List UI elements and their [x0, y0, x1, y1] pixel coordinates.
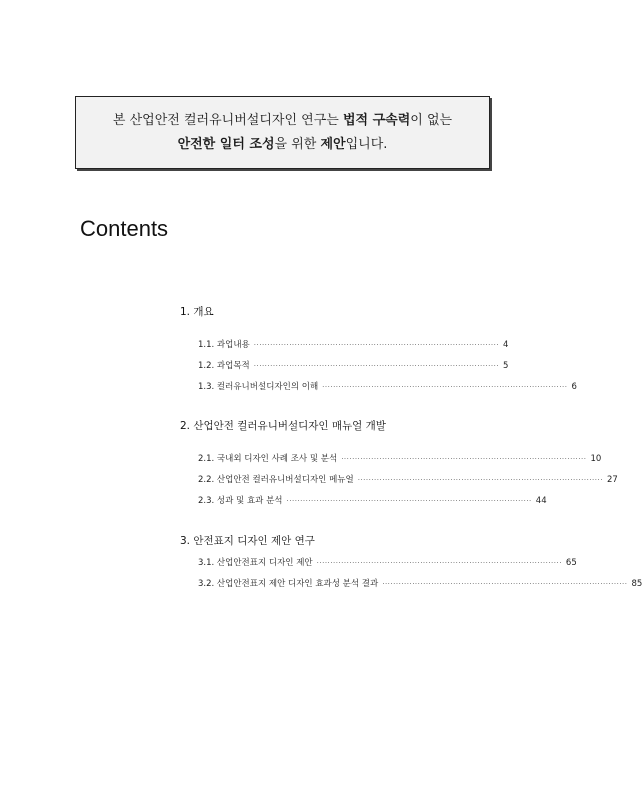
- toc-entry[interactable]: [180, 356, 509, 377]
- toc-entry-page: 5: [503, 361, 509, 371]
- disclaimer-line-2: [178, 133, 388, 157]
- toc-entries: [180, 335, 577, 398]
- dot-leader: ··························································································: [253, 341, 500, 349]
- contents-heading: Contents: [80, 216, 169, 241]
- toc-section-title: 3. 안전표지 디자인 제안 연구: [180, 535, 315, 547]
- toc-entry-page: 4: [503, 340, 509, 350]
- disclaimer-segment: 이 없는: [410, 112, 453, 128]
- toc-entry-label: 3.1. 산업안전표지 디자인 제안: [198, 558, 313, 568]
- toc-entry[interactable]: [180, 491, 547, 512]
- section-spacer: [180, 398, 474, 418]
- toc-section-title: 2. 산업안전 컬러유니버설디자인 매뉴얼 개발: [180, 420, 386, 432]
- toc-entry-page: 27: [606, 475, 618, 485]
- toc-entry[interactable]: [180, 449, 602, 470]
- section-spacer: [180, 512, 474, 533]
- disclaimer-segment: 을 위한: [274, 136, 321, 152]
- toc-section: [180, 533, 642, 595]
- disclaimer-emphasis: 제안: [320, 136, 346, 152]
- toc-entry-page: 65: [565, 558, 577, 568]
- dot-leader: ··························································································: [286, 497, 532, 505]
- toc-entry-page: 85: [631, 579, 642, 589]
- toc-entry[interactable]: [180, 553, 577, 574]
- toc-entry-label: 1.3. 컬러유니버설디자인의 이해: [198, 382, 319, 392]
- toc-entry-label: 2.3. 성과 및 효과 분석: [198, 496, 283, 506]
- toc-entry-label: 2.1. 국내외 디자인 사례 조사 및 분석: [198, 454, 338, 464]
- dot-leader: ··························································································: [253, 362, 500, 370]
- toc-entries: [180, 553, 642, 595]
- dot-leader: ··························································································: [322, 383, 568, 391]
- disclaimer-box: [75, 96, 490, 169]
- toc-entry-page: 44: [535, 496, 547, 506]
- disclaimer-segment: 입니다.: [345, 136, 388, 152]
- toc-section: [180, 304, 577, 398]
- dot-leader: ··························································································: [341, 455, 587, 463]
- disclaimer-line-1: [113, 109, 452, 133]
- toc-entry[interactable]: [180, 470, 618, 491]
- toc-entry-label: 1.1. 과업내용: [198, 340, 250, 350]
- toc-entry[interactable]: [180, 377, 577, 398]
- disclaimer-segment: 본 산업안전 컬러유니버설디자인 연구는: [112, 112, 343, 128]
- toc-entry[interactable]: [180, 574, 642, 595]
- toc-entries: [180, 449, 618, 512]
- toc-entry[interactable]: [180, 335, 509, 356]
- dot-leader: ··························································································: [382, 580, 628, 588]
- toc-section-title: 1. 개요: [180, 306, 214, 318]
- toc-entry-page: 6: [571, 382, 577, 392]
- toc-entry-label: 1.2. 과업목적: [198, 361, 250, 371]
- disclaimer-emphasis: 법적 구속력: [342, 112, 411, 128]
- dot-leader: ··························································································: [316, 559, 562, 567]
- toc-entry-label: 2.2. 산업안전 컬러유니버설디자인 메뉴얼: [198, 475, 354, 485]
- table-of-contents: [180, 304, 642, 595]
- dot-leader: ··························································································: [357, 476, 603, 484]
- disclaimer-emphasis: 안전한 일터 조성: [177, 136, 275, 152]
- toc-entry-page: 10: [590, 454, 602, 464]
- toc-entry-label: 3.2. 산업안전표지 제안 디자인 효과성 분석 결과: [198, 579, 379, 589]
- toc-section: [180, 418, 618, 512]
